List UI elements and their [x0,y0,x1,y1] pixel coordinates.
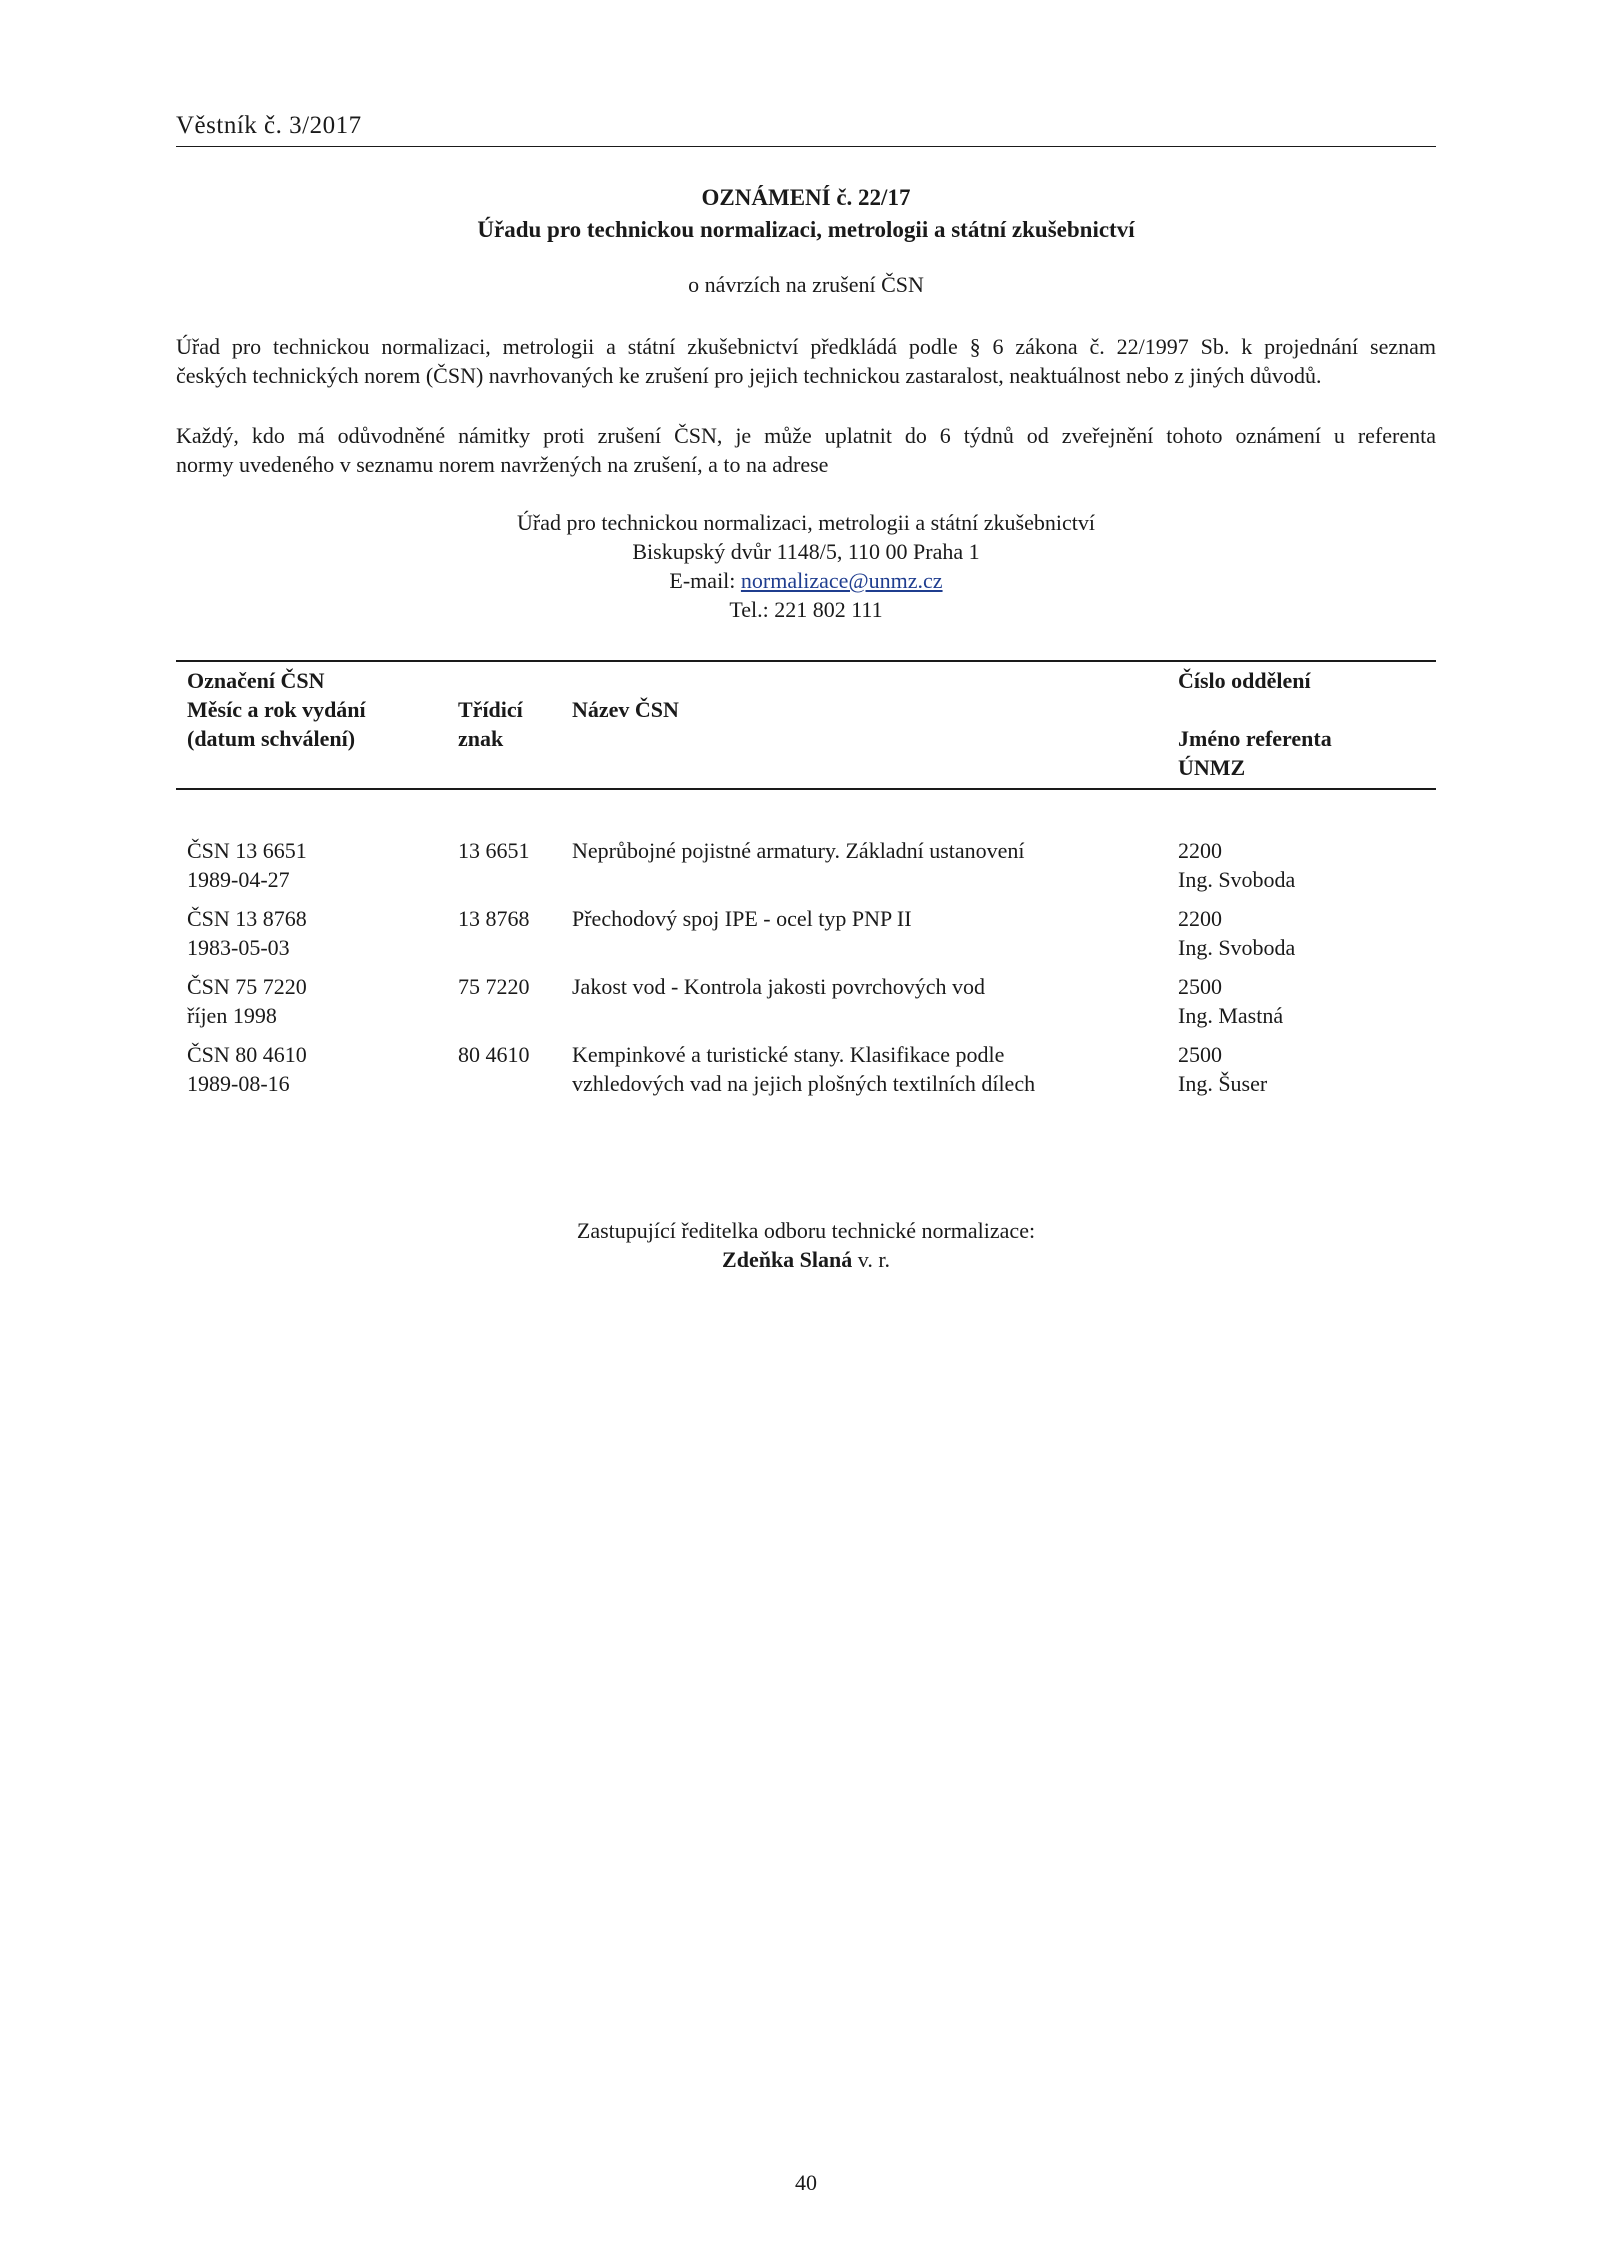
header-referent-name: Jméno referenta [1178,726,1332,751]
row-name-continued: vzhledových vad na jejich plošných textilních dílech [572,1071,1036,1096]
signature-suffix: v. r. [852,1247,890,1272]
row-referent: Ing. Šuser [1178,1071,1268,1096]
signature-name-line [176,1245,1436,1274]
row-department: 2500 [1178,1042,1222,1067]
signature-role: Zastupující ředitelka odboru technické normalizace: [576,1218,1036,1243]
row-class-code: 75 7220 [458,974,530,999]
header-designation: Označení ČSN [187,668,325,693]
header-referent-office: ÚNMZ [1178,755,1246,780]
header-department-number: Číslo oddělení [1178,668,1311,693]
row-date: 1983-05-03 [187,935,290,960]
table-header-bottom-rule [176,788,1436,790]
row-name: Přechodový spoj IPE - ocel typ PNP II [572,906,912,931]
header-approval-date: (datum schválení) [187,726,356,751]
table-top-rule [176,660,1436,662]
row-designation: ČSN 13 6651 [187,838,307,863]
header-class-code-1: Třídicí [458,697,523,722]
address-phone: Tel.: 221 802 111 [729,597,883,622]
page-number: 40 [795,2170,817,2195]
row-class-code: 80 4610 [458,1042,530,1067]
row-name: Jakost vod - Kontrola jakosti povrchových vod [572,974,986,999]
address-office: Úřad pro technickou normalizaci, metrologii a státní zkušebnictví [517,510,1095,535]
notice-subject: o návrzích na zrušení ČSN [688,272,924,297]
header-class-code-2: znak [458,726,504,751]
row-date: říjen 1998 [187,1003,277,1028]
signature-block [176,1216,1436,1274]
row-designation: ČSN 80 4610 [187,1042,307,1067]
signature-name: Zdeňka Slaná [722,1247,853,1272]
address-email-line [176,566,1436,595]
notice-issuer: Úřadu pro technickou normalizaci, metrologii a státní zkušebnictví [477,217,1135,242]
running-header: Věstník č. 3/2017 [176,112,362,139]
row-designation: ČSN 13 8768 [187,906,307,931]
paragraph-intro-line-2: českých technických norem (ČSN) navrhovaných ke zrušení pro jejich technickou zastaralost, neaktuálnost nebo z jiných důvodů. [176,363,1322,388]
email-link[interactable]: normalizace@unmz.cz [740,568,943,593]
header-rule [176,146,1436,147]
paragraph-intro [176,332,1436,390]
row-class-code: 13 6651 [458,838,530,863]
notice-heading [176,182,1436,246]
header-month-year: Měsíc a rok vydání [187,697,366,722]
notice-title: OZNÁMENÍ č. 22/17 [701,185,911,210]
row-department: 2200 [1178,838,1222,863]
email-label: E-mail: [669,568,741,593]
row-referent: Ing. Svoboda [1178,935,1296,960]
address-block [176,508,1436,624]
row-referent: Ing. Mastná [1178,1003,1284,1028]
row-date: 1989-04-27 [187,867,290,892]
row-designation: ČSN 75 7220 [187,974,307,999]
address-street: Biskupský dvůr 1148/5, 110 00 Praha 1 [632,539,980,564]
paragraph-objections [176,421,1436,479]
row-referent: Ing. Svoboda [1178,867,1296,892]
paragraph-objections-line-1: Každý, kdo má odůvodněné námitky proti zrušení ČSN, je může uplatnit do 6 týdnů od zveřejnění tohoto oznámení u referenta [176,423,1436,448]
row-class-code: 13 8768 [458,906,530,931]
row-name: Neprůbojné pojistné armatury. Základní ustanovení [572,838,1025,863]
row-name: Kempinkové a turistické stany. Klasifikace podle [572,1042,1005,1067]
paragraph-objections-line-2: normy uvedeného v seznamu norem navržených na zrušení, a to na adrese [176,452,829,477]
row-date: 1989-08-16 [187,1071,290,1096]
row-department: 2200 [1178,906,1222,931]
paragraph-intro-line-1: Úřad pro technickou normalizaci, metrologii a státní zkušebnictví předkládá podle § 6 zákona č. 22/1997 Sb. k projednání seznam [176,334,1436,359]
row-department: 2500 [1178,974,1222,999]
header-name: Název ČSN [572,697,679,722]
